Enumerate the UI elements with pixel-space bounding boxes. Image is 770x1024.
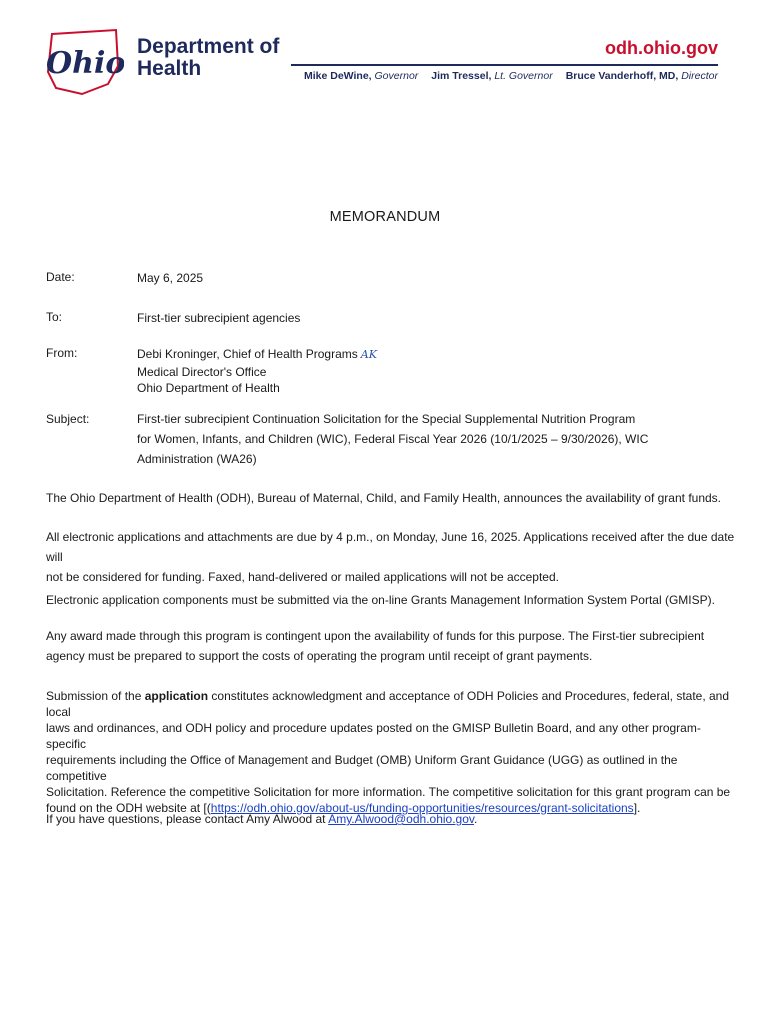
- officials-list: [304, 70, 718, 82]
- date-value: May 6, 2025: [137, 271, 204, 285]
- official-lt-governor: Jim Tressel, Lt. Governor: [431, 70, 553, 82]
- official-governor: Mike DeWine, Governor: [304, 70, 419, 82]
- from-label: From:: [46, 346, 78, 360]
- header-divider: [291, 64, 718, 66]
- ohio-logo: [42, 26, 124, 98]
- grant-solicitations-link[interactable]: https://odh.ohio.gov/about-us/funding-opportunities/resources/grant-solicitations: [210, 801, 634, 815]
- to-label: To:: [46, 310, 63, 324]
- department-title: Department of Health: [137, 35, 280, 80]
- subject-value: First-tier subrecipient Continuation Solicitation for the Special Supplemental Nutrition Program for Women, Infants, and Children (WIC), Federal Fiscal Year 2026 (10/1/2025 – 9/30/2026), WIC Administration (WA26): [137, 412, 649, 466]
- paragraph-submission-portal: Electronic application components must be submitted via the on-line Grants Management Information System Portal (GMISP).: [46, 593, 715, 607]
- memo-title: MEMORANDUM: [329, 209, 441, 225]
- site-url[interactable]: odh.ohio.gov: [605, 38, 718, 58]
- subject-label: Subject:: [46, 412, 90, 426]
- paragraph-acknowledgment: Submission of the application constitutes acknowledgment and acceptance of ODH Policies and Procedures, federal, state, and local laws and ordinances, and ODH policy and procedure updates posted on the GMISP Bulletin Board, and any other program-specific requirements including the Office of Management and Budget (OMB) Uniform Grant Guidance (UGG) as outlined in the competitive Solicitation. Reference the competitive Solicitation for more information. The competitive solicitation for this grant program can be found on the ODH website at [(https://odh.ohio.gov/about-us/funding-opportunities/resources/grant-solicitations].: [46, 689, 731, 815]
- official-director: Bruce Vanderhoff, MD, Director: [565, 70, 718, 82]
- paragraph-contact: If you have questions, please contact Amy Alwood at Amy.Alwood@odh.ohio.gov.: [46, 812, 478, 826]
- contact-email-link[interactable]: Amy.Alwood@odh.ohio.gov: [328, 812, 475, 826]
- paragraph-announcement: The Ohio Department of Health (ODH), Bureau of Maternal, Child, and Family Health, announces the availability of grant funds.: [46, 491, 722, 505]
- logo-wordmark: Ohio: [46, 46, 124, 81]
- to-value: First-tier subrecipient agencies: [137, 311, 301, 325]
- paragraph-funding-contingency: Any award made through this program is contingent upon the availability of funds for this purpose. The First-tier subrecipient agency must be prepared to support the costs of operating the program until receipt of grant payments.: [46, 629, 705, 663]
- signature-initials: AK: [360, 348, 377, 361]
- date-label: Date:: [46, 270, 75, 284]
- paragraph-deadline: All electronic applications and attachments are due by 4 p.m., on Monday, June 16, 2025. Applications received after the due date will not be considered for funding. Faxed, hand-delivered or mailed applications will not be accepted.: [46, 530, 735, 584]
- from-value: Debi Kroninger, Chief of Health Programs AK Medical Director's Office Ohio Department of Health: [137, 347, 377, 395]
